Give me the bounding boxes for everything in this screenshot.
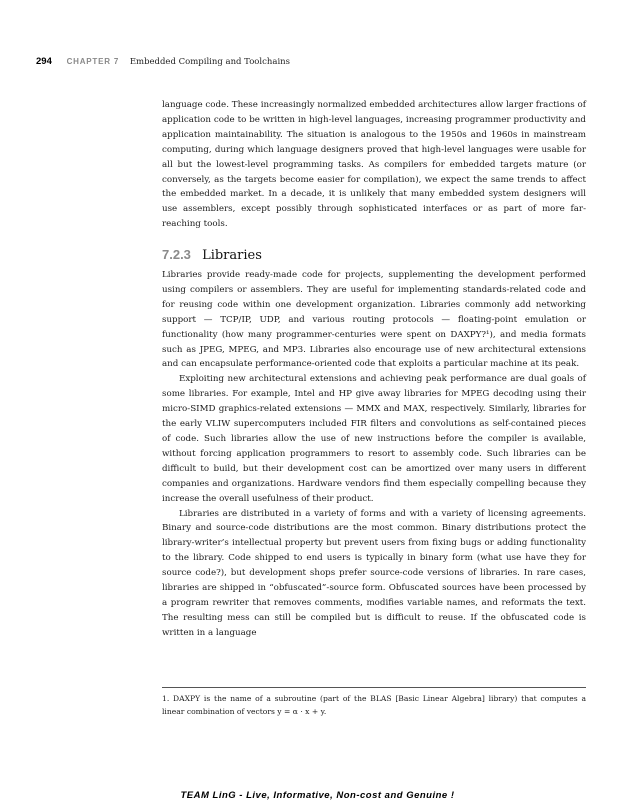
body-paragraph-3: Libraries are distributed in a variety of forms and with a variety of licensing agreements. Binary and source-code distributions are the most common. Binary distributions protect the library-writer’s intellectual property but prevent users from fixing bugs or adding functionality to the library. Code shipped to end users is typically in binary form (what use have they for source code?), but development shops prefer source-code versions of libraries. In rare cases, libraries are shipped in “obfuscated”-source form. Obfuscated sources have been processed by a program rewriter that removes comments, modifies variable names, and reformats the text. The resulting mess can still be compiled but is difficult to reuse. If the obfuscated code is written in a language	[162, 508, 586, 638]
intro-paragraph: language code. These increasingly normalized embedded architectures allow larger fractions of application code to be written in high-level languages, increasing programmer productivity and application maintainability. The situation is analogous to the 1950s and 1960s in mainstream computing, during which language designers proved that high-level languages were usable for all but the lowest-level programming tasks. As compilers for embedded targets mature (or conversely, as the targets become easier for compilation), we expect the same trends to affect the embedded market. In a decade, it is unlikely that many embedded system designers will use assemblers, except possibly through sophisticated interfaces or as part of more far-reaching tools.	[162, 100, 586, 230]
body-paragraph-1: Libraries provide ready-made code for projects, supplementing the development performed using compilers or assemblers. They are useful for implementing standards-related code and for reusing code within one development organization. Libraries commonly add networking support — TCP/IP, UDP, and various routing protocols — floating-point emulation or functionality (how many programmer-centuries were spent on DAXPY?¹), and media formats such as JPEG, MPEG, and MP3. Libraries also encourage use of new architectural extensions and can encapsulate performance-oriented code that exploits a particular machine at its peak.	[162, 270, 586, 370]
footer-watermark: TEAM LinG - Live, Informative, Non-cost and Genuine !	[180, 790, 455, 801]
chapter-title: Embedded Compiling and Toolchains	[129, 57, 291, 67]
section-number: 7.2.3	[162, 247, 191, 262]
section-body	[162, 268, 586, 641]
section-heading	[162, 245, 586, 265]
section-title: Libraries	[202, 248, 262, 263]
footnote: 1. DAXPY is the name of a subroutine (part of the BLAS [Basic Linear Algebra] library) that computes a linear combination of vectors y = α · x + y.	[162, 694, 586, 716]
body-paragraph-2: Exploiting new architectural extensions and achieving peak performance are dual goals of some libraries. For example, Intel and HP give away libraries for MPEG decoding using their micro-SIMD graphics-related extensions — MMX and MAX, respectively. Similarly, libraries for the early VLIW supercomputers included FIR filters and convolutions as self-contained pieces of code. Such libraries allow the use of new instructions before the compiler is available, without forcing application programmers to resort to assembly code. Such libraries can be difficult to build, but their development cost can be amortized over many users in different companies and organizations. Hardware vendors find them especially compelling because they increase the overall usefulness of their product.	[162, 374, 586, 504]
chapter-label: CHAPTER 7	[66, 57, 120, 66]
running-header	[36, 55, 596, 69]
intro-paragraph-block	[162, 98, 586, 232]
footnote-divider	[162, 687, 586, 688]
page-number: 294	[36, 56, 52, 67]
